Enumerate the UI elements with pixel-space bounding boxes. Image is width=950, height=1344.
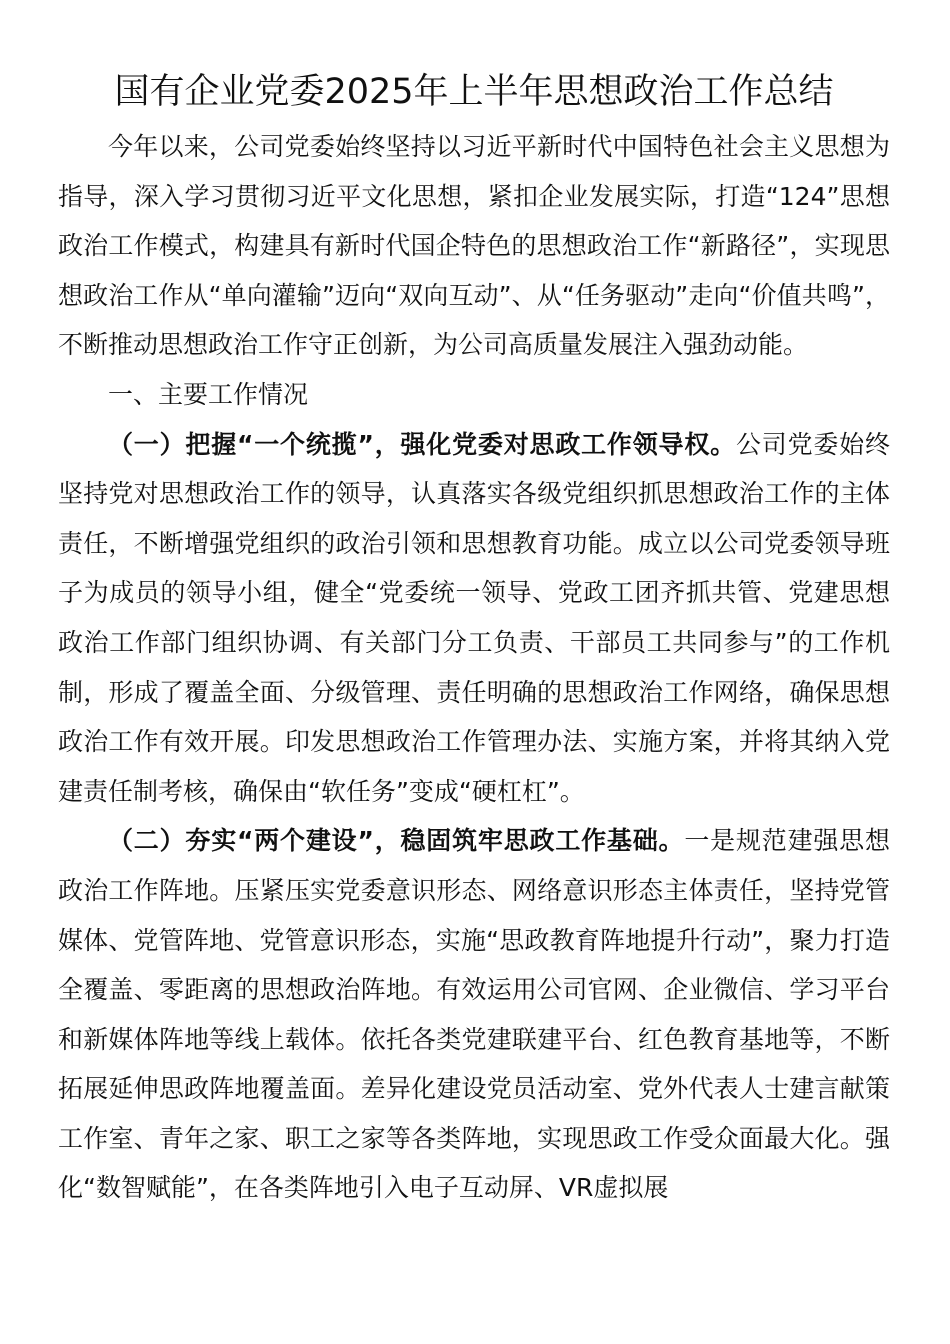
item-2-body: 一是规范建强思想政治工作阵地。压紧压实党委意识形态、网络意识形态主体责任，坚持党管媒体、党管阵地、党管意识形态，实施“思政教育阵地提升行动”，聚力打造全覆盖、零距离的思想政治阵地。有效运用公司官网、企业微信、学习平台和新媒体阵地等线上载体。依托各类党建联建平台、红色教育基地等，不断拓展延伸思政阵地覆盖面。差异化建设党员活动室、党外代表人士建言献策工作室、青年之家、职工之家等各类阵地，实现思政工作受众面最大化。强化“数智赋能”，在各类阵地引入电子互动屏、VR虚拟展: [58, 826, 890, 1203]
section-heading: 一、主要工作情况: [108, 379, 309, 409]
item-1-paragraph: [58, 420, 890, 817]
document-page: [58, 62, 890, 1213]
item-2-lead: （二）夯实“两个建设”，稳固筑牢思政工作基础。: [108, 826, 685, 856]
item-2-paragraph: [58, 816, 890, 1213]
document-title: 国有企业党委2025年上半年思想政治工作总结: [114, 72, 834, 112]
item-1-body: 公司党委始终坚持党对思想政治工作的领导，认真落实各级党组织抓思想政治工作的主体责任，不断增强党组织的政治引领和思想教育功能。成立以公司党委领导班子为成员的领导小组，健全“党委统一领导、党政工团齐抓共管、党建思想政治工作部门组织协调、有关部门分工负责、干部员工共同参与”的工作机制，形成了覆盖全面、分级管理、责任明确的思想政治工作网络，确保思想政治工作有效开展。印发思想政治工作管理办法、实施方案，并将其纳入党建责任制考核，确保由“软任务”变成“硬杠杠”。: [58, 429, 890, 806]
intro-paragraph: 今年以来，公司党委始终坚持以习近平新时代中国特色社会主义思想为指导，深入学习贯彻习近平文化思想，紧扣企业发展实际，打造“124”思想政治工作模式，构建具有新时代国企特色的思想政治工作“新路径”，实现思想政治工作从“单向灌输”迈向“双向互动”、从“任务驱动”走向“价值共鸣”，不断推动思想政治工作守正创新，为公司高质量发展注入强劲动能。: [58, 132, 890, 360]
item-1-lead: （一）把握“一个统揽”，强化党委对思政工作领导权。: [108, 429, 736, 459]
